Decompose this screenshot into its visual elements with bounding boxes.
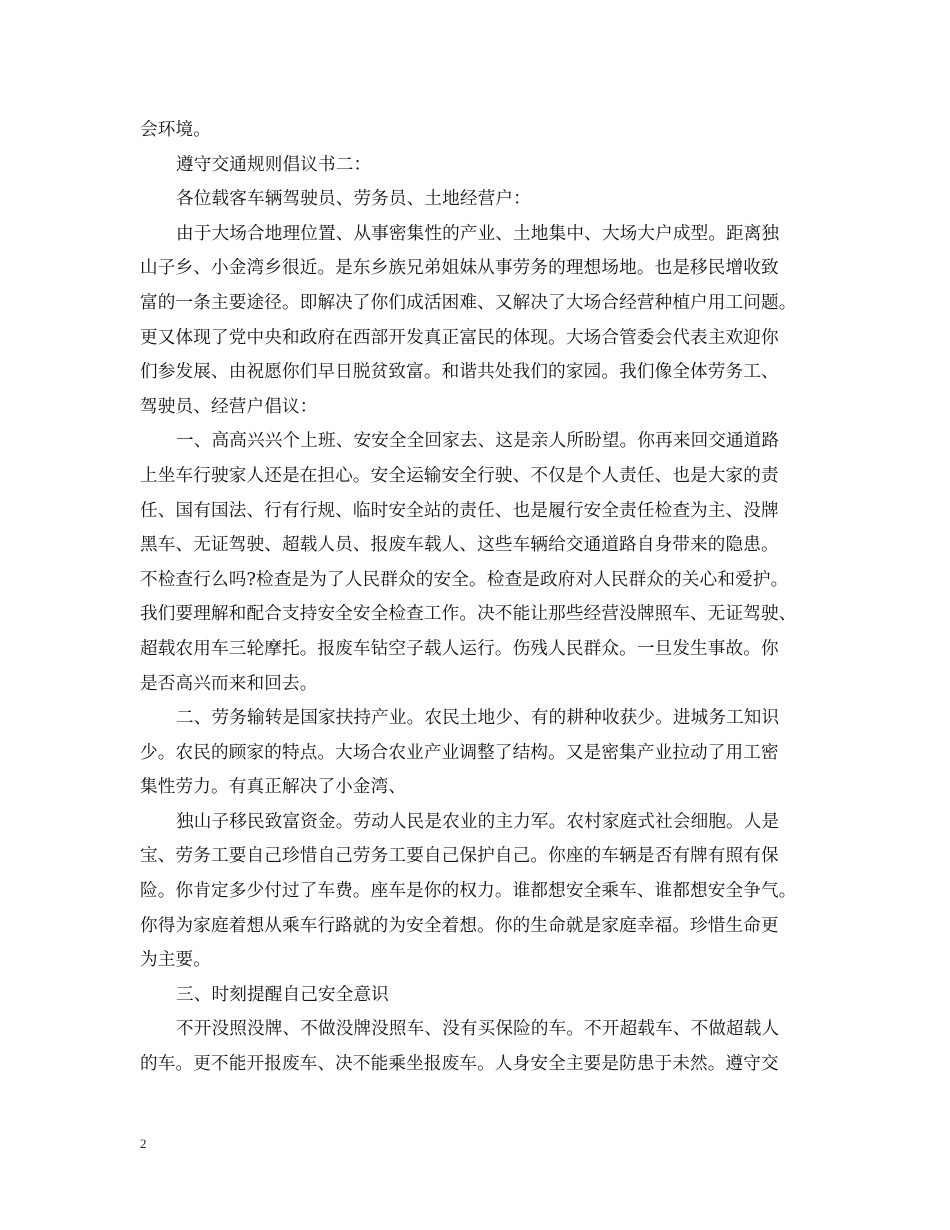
- text-line: 各位载客车辆驾驶员、劳务员、土地经营户：: [176, 189, 531, 210]
- text-line: 集性劳力。有真正解决了小金湾、: [140, 777, 407, 798]
- text-line: 我们要理解和配合支持安全安全检查工作。决不能让那些经营没牌照车、无证驾驶、: [140, 604, 797, 625]
- text-line: 由于大场合地理位置、从事密集性的产业、土地集中、大场大户成型。距离独: [176, 223, 780, 244]
- text-line: 遵守交通规则倡议书二：: [176, 154, 372, 175]
- text-line: 富的一条主要途径。即解决了你们成活困难、又解决了大场合经营种植户用工问题。: [140, 292, 797, 313]
- text-line: 是否高兴而来和回去。: [140, 673, 318, 694]
- text-line: 不检查行么吗?检查是为了人民群众的安全。检查是政府对人民群众的关心和爱护。: [140, 569, 789, 590]
- text-line: 更又体现了党中央和政府在西部开发真正富民的体现。大场合管委会代表主欢迎你: [140, 327, 779, 348]
- text-line: 黑车、无证驾驶、超载人员、报废车载人、这些车辆给交通道路自身带来的隐患。: [140, 535, 779, 556]
- text-line: 上坐车行驶家人还是在担心。安全运输安全行驶、不仅是个人责任、也是大家的责: [140, 465, 779, 486]
- text-line: 三、时刻提醒自己安全意识: [176, 984, 389, 1005]
- text-line: 不开没照没牌、不做没牌没照车、没有买保险的车。不开超载车、不做超载人: [176, 1019, 780, 1040]
- text-line: 二、劳务输转是国家扶持产业。农民土地少、有的耕种收获少。进城务工知识: [176, 708, 780, 729]
- text-line: 们参发展、由祝愿你们早日脱贫致富。和谐共处我们的家园。我们像全体劳务工、: [140, 362, 779, 383]
- text-line: 为主要。: [140, 950, 211, 971]
- text-line: 会环境。: [140, 120, 211, 140]
- text-line: 山子乡、小金湾乡很近。是东乡族兄弟姐妹从事劳务的理想场地。也是移民增收致: [140, 258, 779, 279]
- text-line: 少。农民的顾家的特点。大场合农业产业调整了结构。又是密集产业拉动了用工密: [140, 742, 779, 763]
- page-number: 2: [140, 1136, 147, 1151]
- text-line: 一、高高兴兴个上班、安安全全回家去、这是亲人所盼望。你再来回交通道路: [176, 431, 780, 452]
- text-line: 险。你肯定多少付过了车费。座车是你的权力。谁都想安全乘车、谁都想安全争气。: [140, 881, 797, 902]
- text-line: 的车。更不能开报废车、决不能乘坐报废车。人身安全主要是防患于未然。遵守交: [140, 1054, 779, 1075]
- text-line: 你得为家庭着想从乘车行路就的为安全着想。你的生命就是家庭幸福。珍惜生命更: [140, 915, 779, 936]
- text-line: 宝、劳务工要自己珍惜自己劳务工要自己保护自己。你座的车辆是否有牌有照有保: [140, 846, 779, 867]
- text-line: 超载农用车三轮摩托。报废车钻空子载人运行。伤残人民群众。一旦发生事故。你: [140, 638, 779, 659]
- text-line: 驾驶员、经营户倡议：: [140, 396, 318, 417]
- body-text: [140, 113, 812, 1082]
- text-line: 任、国有国法、行有行规、临时安全站的责任、也是履行安全责任检查为主、没牌: [140, 500, 779, 521]
- text-line: 独山子移民致富资金。劳动人民是农业的主力军。农村家庭式社会细胞。人是: [176, 811, 780, 832]
